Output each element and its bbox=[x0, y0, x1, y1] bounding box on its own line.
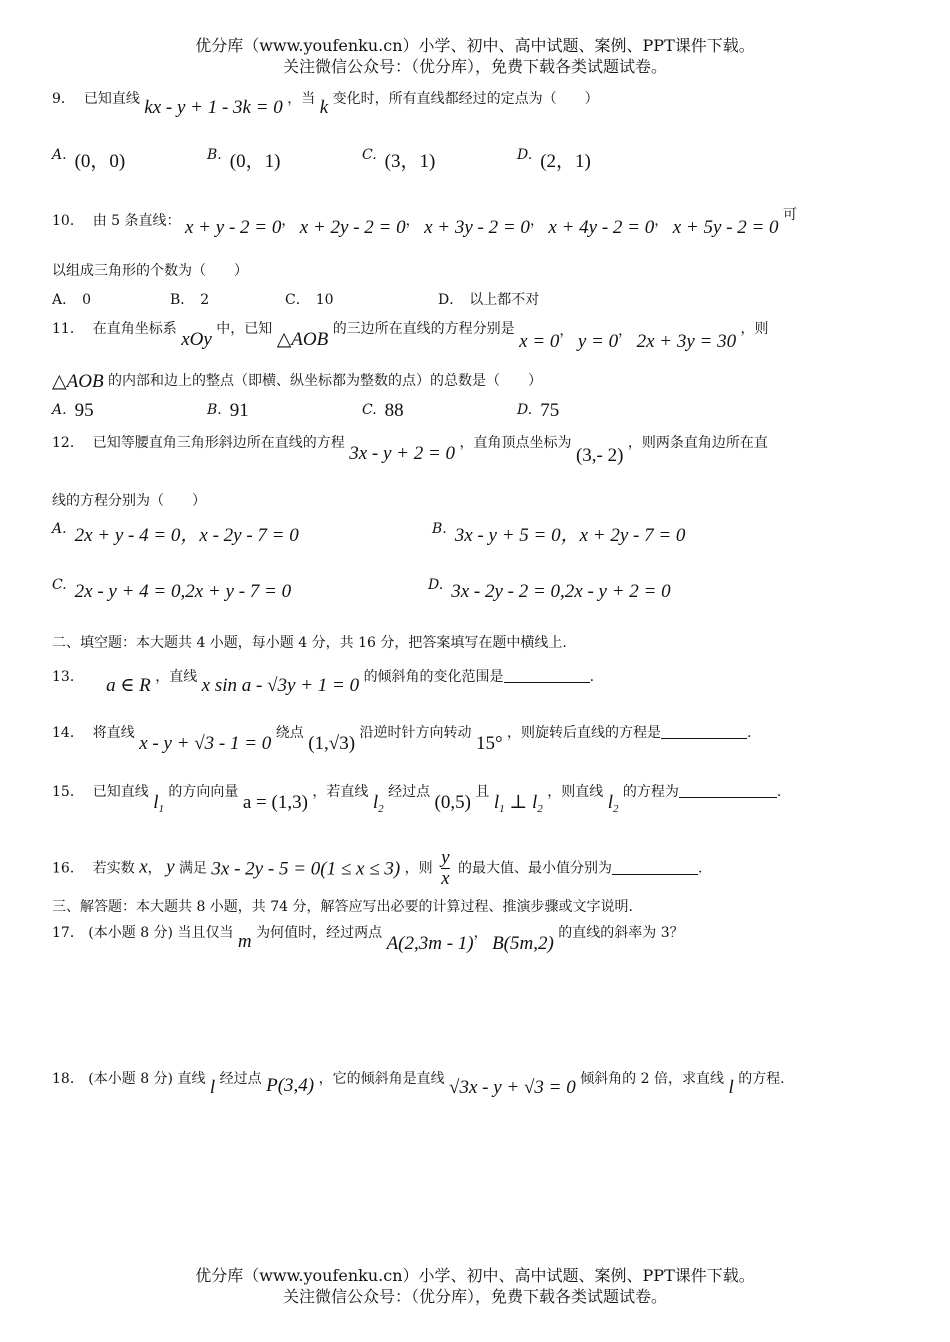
q14-point: (1,√3) bbox=[308, 733, 356, 754]
q15-line-l1: $l_1$ bbox=[153, 792, 164, 815]
q15-text-1: 已知直线 bbox=[92, 784, 149, 800]
q16-number: 16． bbox=[52, 860, 84, 877]
q16-text-4: 的最大值、最小值分别为 bbox=[458, 860, 613, 877]
q15-line-l2: $l_2$ bbox=[372, 792, 384, 815]
q14-number: 14． bbox=[52, 725, 84, 741]
question-12 bbox=[52, 432, 910, 467]
q16-y: y bbox=[166, 856, 175, 878]
q16-text-3: ，则 bbox=[404, 860, 433, 877]
question-16 bbox=[52, 848, 910, 889]
q14-answer-blank[interactable] bbox=[661, 724, 747, 739]
q9-option-b[interactable]: B. (0，1) bbox=[207, 147, 281, 172]
q14-text-3: 沿逆时针方向转动 bbox=[359, 725, 472, 741]
q11-equation-2: y = 0 bbox=[577, 331, 619, 352]
q13-answer-blank[interactable] bbox=[504, 668, 590, 683]
q11-text-2: 中，已知 bbox=[216, 321, 273, 337]
q11-option-d[interactable]: D. 75 bbox=[517, 400, 560, 421]
q10-sep: ， bbox=[529, 213, 544, 229]
q14-text-2: 绕点 bbox=[275, 725, 304, 741]
q12-text-1: 已知等腰直角三角形斜边所在直线的方程 bbox=[92, 435, 345, 451]
q18-text-4: 倾斜角的 2 倍，求直线 bbox=[580, 1071, 724, 1087]
section-2-heading: 二、填空题：本大题共 4 小题，每小题 4 分，共 16 分，把答案填写在题中横线上. bbox=[52, 635, 567, 651]
q11-equation-1: x = 0 bbox=[519, 331, 560, 352]
q16-fraction-numerator: y bbox=[441, 847, 450, 868]
q11-text-5: 的内部和边上的整点（即横、纵坐标都为整数的点）的总数是（ ） bbox=[108, 373, 542, 389]
q11-triangle-2: △AOB bbox=[52, 371, 104, 392]
q10-option-b[interactable]: B． 2 bbox=[170, 292, 210, 308]
q17-point-a: A(2,3m - 1) bbox=[386, 933, 474, 954]
q11-triangle: △AOB bbox=[276, 329, 329, 350]
q13-text-1: ，直线 bbox=[155, 669, 198, 685]
q12-text-3: ，则两条直角边所在直 bbox=[627, 435, 768, 451]
q11-coordinate-system: xOy bbox=[181, 329, 212, 350]
q14-equation: x - y + √3 - 1 = 0 bbox=[139, 733, 272, 754]
q10-text-1: 由 5 条直线： bbox=[92, 213, 181, 229]
q12-option-d[interactable]: D. 3x - 2y - 2 = 0,2x - y + 2 = 0 bbox=[428, 577, 671, 602]
page-header-line2: 关注微信公众号：（优分库），免费下载各类试题试卷。 bbox=[282, 57, 667, 76]
q16-fraction-denominator: x bbox=[441, 868, 450, 889]
q10-equation-4: x + 4y - 2 = 0 bbox=[548, 217, 655, 238]
q15-end: . bbox=[776, 784, 782, 800]
q15-text-2: 的方向向量 bbox=[168, 784, 239, 800]
question-10 bbox=[52, 204, 910, 239]
q18-point-p: P(3,4) bbox=[266, 1075, 315, 1096]
q15-perpendicular: $l_1$ ⊥ $l_2$ bbox=[493, 792, 543, 815]
q9-text-1: 已知直线 bbox=[83, 91, 140, 107]
q14-end: . bbox=[747, 725, 752, 741]
q15-vector: a = (1,3) bbox=[242, 792, 308, 813]
q17-point-b: B(5m,2) bbox=[492, 933, 554, 954]
q9-number: 9． bbox=[52, 91, 75, 107]
q15-text-6: ，则直线 bbox=[547, 784, 604, 800]
q16-end: . bbox=[698, 860, 703, 877]
q9-option-c[interactable]: C. (3，1) bbox=[362, 147, 436, 172]
q12-number: 12． bbox=[52, 435, 84, 451]
q17-m: m bbox=[237, 931, 252, 952]
q9-option-d[interactable]: D. (2，1) bbox=[517, 147, 591, 172]
q18-line-l: l bbox=[209, 1077, 216, 1098]
q11-number: 11． bbox=[52, 321, 84, 337]
q11-text-1: 在直角坐标系 bbox=[92, 321, 177, 337]
q12-text-2: ，直角顶点坐标为 bbox=[459, 435, 572, 451]
q16-answer-blank[interactable] bbox=[612, 860, 698, 875]
q10-option-d[interactable]: D． 以上都不对 bbox=[438, 292, 540, 308]
q15-answer-blank[interactable] bbox=[679, 783, 777, 798]
q10-option-c[interactable]: C． 10 bbox=[285, 292, 334, 308]
q18-number: 18． bbox=[52, 1071, 84, 1087]
q11-option-a[interactable]: A. 95 bbox=[52, 400, 94, 421]
q17-text-2: 为何值时，经过两点 bbox=[256, 925, 383, 941]
q10-equation-1: x + y - 2 = 0 bbox=[185, 217, 282, 238]
q18-text-2: 经过点 bbox=[219, 1071, 262, 1087]
q15-text-4: 经过点 bbox=[388, 784, 431, 800]
question-17 bbox=[52, 922, 910, 955]
q12-equation: 3x - y + 2 = 0 bbox=[349, 443, 456, 464]
question-9 bbox=[52, 88, 910, 119]
q13-equation: x sin a - √3y + 1 = 0 bbox=[201, 675, 360, 696]
q9-variable: k bbox=[319, 97, 329, 118]
page-footer-line1: 优分库（www.youfenku.cn）小学、初中、高中试题、案例、PPT课件下载。 bbox=[195, 1266, 755, 1285]
q10-option-a[interactable]: A． 0 bbox=[52, 292, 92, 308]
q16-equation: 3x - 2y - 5 = 0(1 ≤ x ≤ 3) bbox=[211, 858, 401, 880]
q13-text-2: 的倾斜角的变化范围是 bbox=[363, 669, 504, 685]
q10-sep: ， bbox=[654, 213, 669, 229]
question-11 bbox=[52, 318, 910, 353]
q9-equation: kx - y + 1 - 3k = 0 bbox=[144, 97, 283, 118]
q15-point: (0,5) bbox=[434, 792, 471, 813]
q14-angle: 15° bbox=[475, 733, 503, 754]
q9-option-a[interactable]: A. (0，0) bbox=[52, 147, 126, 172]
page-header-line1: 优分库（www.youfenku.cn）小学、初中、高中试题、案例、PPT课件下载。 bbox=[195, 36, 755, 55]
page-footer-line2: 关注微信公众号：（优分库），免费下载各类试题试卷。 bbox=[282, 1287, 667, 1306]
q17-text-1: (本小题 8 分) 当且仅当 bbox=[88, 925, 234, 941]
q15-number: 15． bbox=[52, 784, 84, 800]
q12-point: (3,- 2) bbox=[575, 445, 624, 466]
q17-sep: ， bbox=[473, 925, 488, 941]
q15-text-5: 且 bbox=[475, 784, 490, 800]
q12-option-a[interactable]: A. 2x + y - 4 = 0，x - 2y - 7 = 0 bbox=[52, 521, 299, 546]
q16-sep: ， bbox=[147, 860, 162, 877]
q18-text-1: (本小题 8 分) 直线 bbox=[88, 1071, 206, 1087]
q12-option-b[interactable]: B. 3x - y + 5 = 0，x + 2y - 7 = 0 bbox=[432, 521, 686, 546]
q18-text-5: 的方程. bbox=[738, 1071, 785, 1087]
section-3-heading: 三、解答题：本大题共 8 小题，共 74 分，解答应写出必要的计算过程、推演步骤或文字说明. bbox=[52, 899, 633, 915]
q17-text-3: 的直线的斜率为 3？ bbox=[558, 925, 684, 941]
q11-text-4: ，则 bbox=[740, 321, 769, 337]
q16-x: x bbox=[139, 856, 148, 878]
q10-equation-5: x + 5y - 2 = 0 bbox=[672, 217, 779, 238]
q13-end: . bbox=[589, 669, 595, 685]
q14-text-4: ，则旋转后直线的方程是 bbox=[507, 725, 661, 741]
q11-option-b[interactable]: B. 91 bbox=[207, 400, 249, 421]
q11-equation-3: 2x + 3y = 30 bbox=[636, 331, 737, 352]
question-18 bbox=[52, 1068, 910, 1099]
question-15 bbox=[52, 781, 910, 815]
q9-text-3: 变化时，所有直线都经过的定点为（ ） bbox=[332, 91, 599, 107]
q14-text-1: 将直线 bbox=[92, 725, 135, 741]
q10-text-2: 可 bbox=[782, 207, 797, 223]
q13-number: 13． bbox=[52, 669, 84, 685]
q12-text-4: 线的方程分别为（ ） bbox=[52, 493, 206, 509]
question-14 bbox=[52, 722, 910, 755]
q10-number: 10． bbox=[52, 213, 84, 229]
q15-text-3: ，若直线 bbox=[312, 784, 369, 800]
q16-text-2: 满足 bbox=[178, 860, 207, 877]
q13-condition: a ∈ R bbox=[106, 675, 151, 696]
q10-equation-3: x + 3y - 2 = 0 bbox=[424, 217, 530, 238]
q16-fraction bbox=[441, 848, 449, 889]
q10-text-3: 以组成三角形的个数为（ ） bbox=[52, 263, 248, 279]
q11-line-2 bbox=[52, 370, 910, 393]
q17-number: 17． bbox=[52, 925, 84, 941]
q18-text-3: ，它的倾斜角是直线 bbox=[318, 1071, 445, 1087]
q15-line-l2-again: $l_2$ bbox=[607, 792, 619, 815]
q11-option-c[interactable]: C. 88 bbox=[362, 400, 404, 421]
q9-text-2: ，当 bbox=[287, 91, 316, 107]
q15-text-7: 的方程为 bbox=[622, 784, 679, 800]
q11-sep: ， bbox=[559, 323, 574, 339]
q10-equation-2: x + 2y - 2 = 0 bbox=[299, 217, 406, 238]
q18-equation: √3x - y + √3 = 0 bbox=[449, 1077, 576, 1098]
question-13 bbox=[52, 666, 910, 697]
q18-line-l-again: l bbox=[728, 1077, 734, 1098]
q10-sep: ， bbox=[405, 213, 420, 229]
q11-sep: ， bbox=[618, 323, 633, 339]
q12-option-c[interactable]: C. 2x - y + 4 = 0,2x + y - 7 = 0 bbox=[52, 577, 292, 602]
q11-text-3: 的三边所在直线的方程分别是 bbox=[332, 321, 515, 337]
q16-text-1: 若实数 bbox=[92, 860, 135, 877]
q10-sep: ， bbox=[281, 213, 296, 229]
